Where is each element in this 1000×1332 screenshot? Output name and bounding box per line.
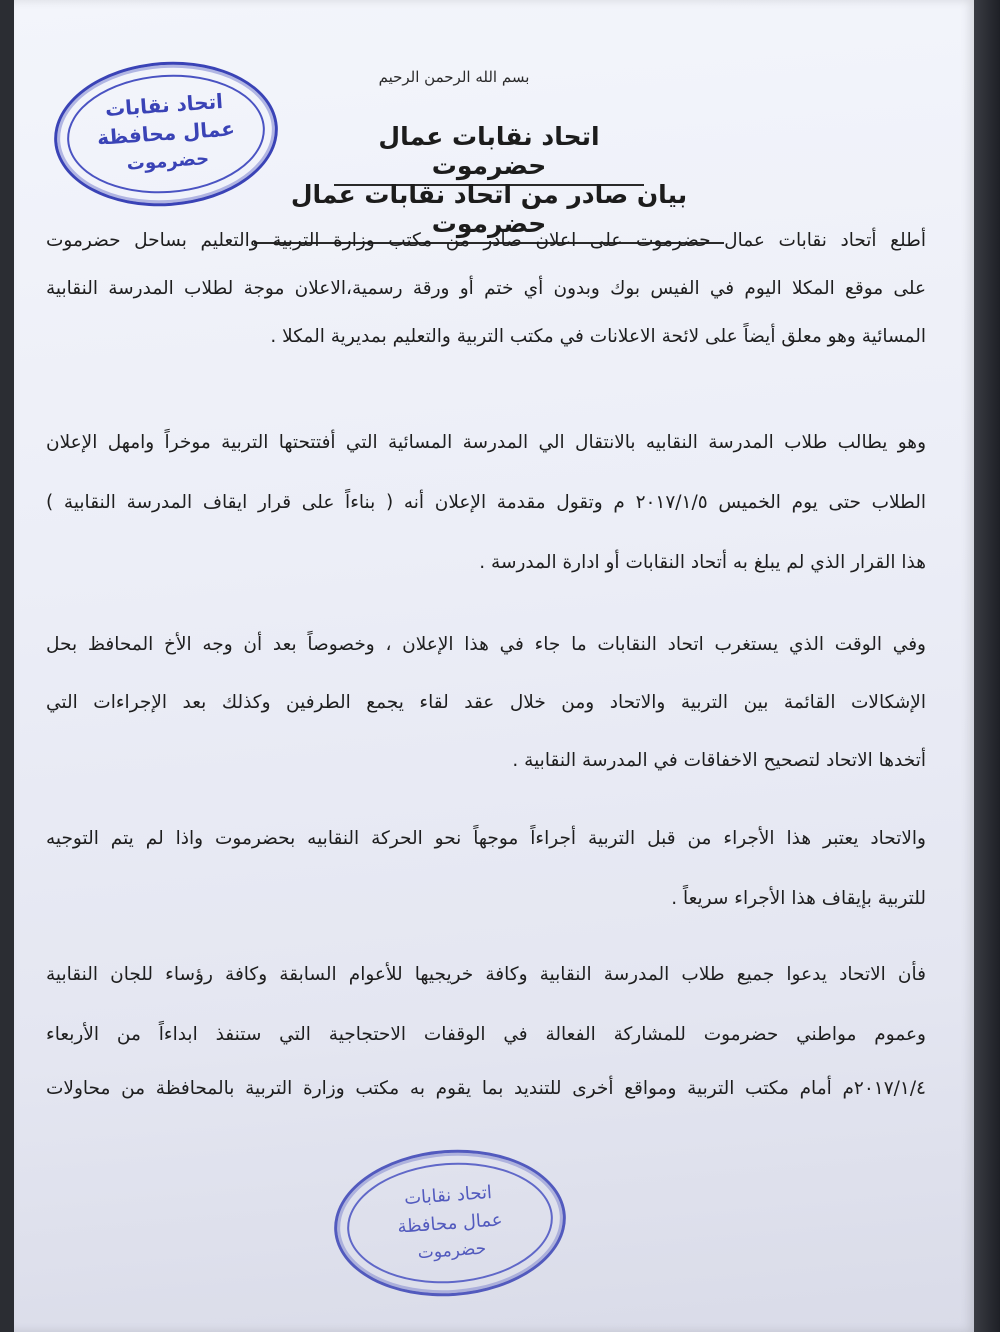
body-line: المسائية وهو معلق أيضاً على لائحة الاعلانات في مكتب التربية والتعليم بمديرية المكلا . [270,326,926,347]
stamp-line-1: اتحاد نقابات [104,88,224,122]
body-line: على موقع المكلا اليوم في الفيس بوك وبدون أي ختم أو ورقة رسمية،الاعلان موجة لطلاب المدرسة النقابية [46,278,926,299]
body-line: والاتحاد يعتبر هذا الأجراء من قبل التربية أجراءاً موجهاً نحو الحركة النقابيه بحضرموت واذا لم يتم التوجيه [46,828,926,849]
body-line: للتربية بإيقاف هذا الأجراء سريعاً . [671,888,926,909]
stamp-line-3: حضرموت [417,1238,487,1264]
body-line: ٢٠١٧/١/٤م أمام مكتب التربية ومواقع أخرى للتنديد بما يقوم به مكتب وزارة التربية بالمحافظة من محاولات [46,1078,926,1099]
body-line: وهو يطالب طلاب المدرسة النقابيه بالانتقال الي المدرسة المسائية التي أفتتحتها التربية موخراً وامهل الإعلان [46,432,926,453]
document-page [14,0,976,1332]
basmala: بسم الله الرحمن الرحيم [378,68,530,86]
stamp-line-1: اتحاد نقابات [403,1182,493,1210]
stamp-line-2: عمال محافظة [96,116,236,150]
body-line: أتخدها الاتحاد لتصحيح الاخفاقات في المدرسة النقابية . [512,750,926,771]
body-line: أطلع أتحاد نقابات عمال حضرموت على اعلان صادر من مكتب وزارة التربية والتعليم بساحل حضرموت [46,230,926,251]
statement-title: بيان صادر من اتحاد نقابات عمال حضرموت [254,180,724,244]
body-line: الطلاب حتى يوم الخميس ٢٠١٧/١/٥ م وتقول مقدمة الإعلان أنه ( بناءاً على قرار ايقاف المدرسة النقابية ) [46,492,926,513]
stamp-line-2: عمال محافظة [396,1209,504,1238]
organization-title: اتحاد نقابات عمال حضرموت [334,122,644,186]
union-stamp-bottom [329,1142,571,1304]
body-line: وفي الوقت الذي يستغرب اتحاد النقابات ما جاء في هذا الإعلان ، وخصوصاً بعد أن وجه الأخ المحافظ بحل [46,634,926,655]
body-line: الإشكالات القائمة بين التربية والاتحاد ومن خلال عقد لقاء يجمع الطرفين وكذلك بعد الإجراءات التي [46,692,926,713]
stamp-line-3: حضرموت [126,148,210,175]
body-line: هذا القرار الذي لم يبلغ به أتحاد النقابات أو ادارة المدرسة . [479,552,926,573]
body-line: فأن الاتحاد يدعوا جميع طلاب المدرسة النقابية وكافة خريجيها للأعوام السابقة وكافة رؤساء للجان النقابية [46,964,926,985]
background-edge [974,0,1000,1332]
body-line: وعموم مواطني حضرموت للمشاركة الفعالة في الوقفات الاحتجاجية التي ستنفذ ابداءاً من الأربعاء [46,1024,926,1045]
